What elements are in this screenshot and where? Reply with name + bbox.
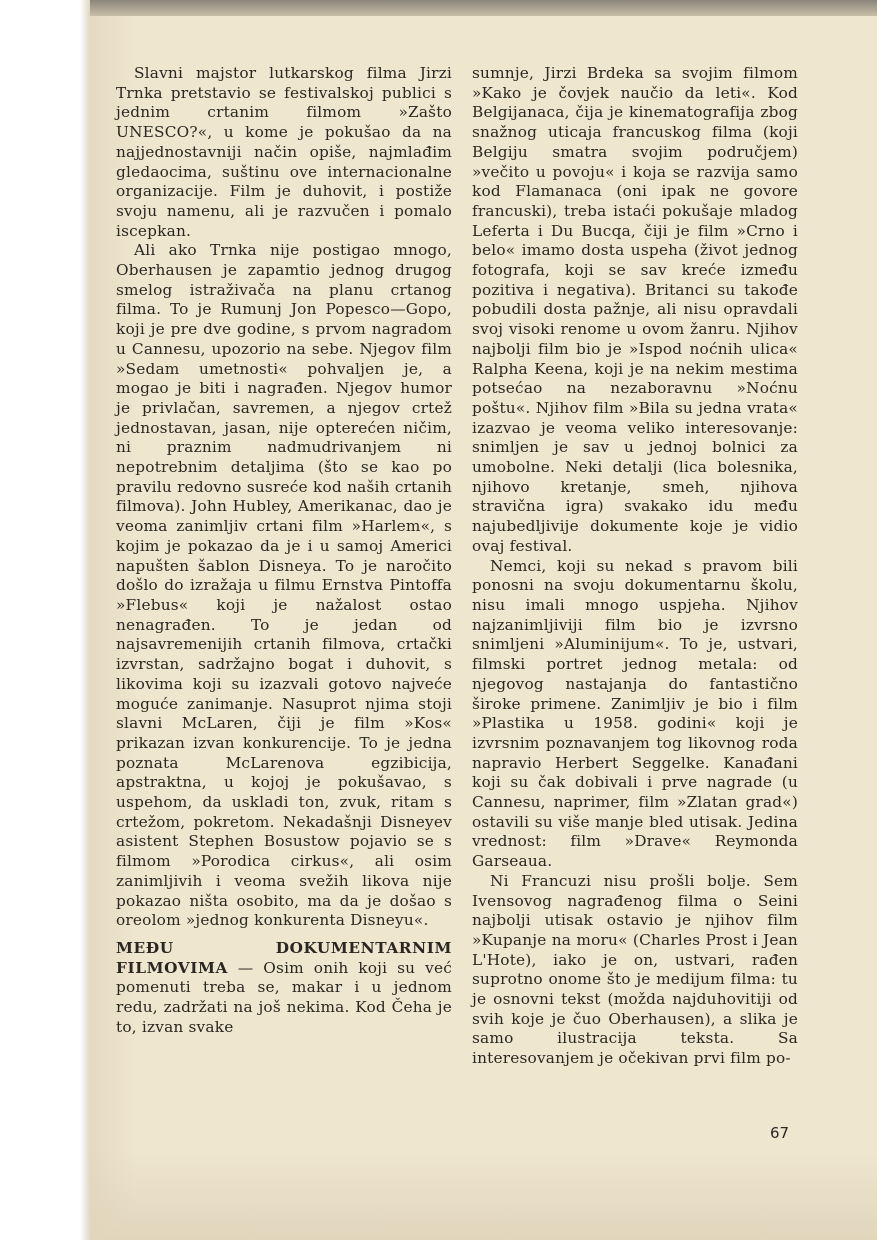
left-paragraph-2: Ali ako Trnka nije postigao mnogo, Oberhausen je zapamtio jednog drugog smelog istraživača na planu crtanog filma. To je Rumunj Jon Popesco—Gopo, koji je pre dve godine, s prvom nagradom u Cannesu, upozorio na sebe. Njegov film »Sedam umetnosti« pohvaljen je, a mogao je biti i nagrađen. Njegov humor je privlačan, savremen, a njegov crtež jednostavan, jasan, nije opterećen ničim, ni praznim nadmudrivanjem ni nepotrebnim detaljima (što se kao po pravilu redovno susreće kod naših crtanih filmova). John Hubley, Amerikanac, dao je veoma zanimljiv crtani film »Harlem«, s kojim je pokazao da je i u samoj Americi napušten šablon Disneya. To je naročito došlo do izražaja u filmu Ernstva Pintoffa »Flebus« koji je nažalost ostao nenagrađen. To je jedan od najsavremenijih crtanih filmova, crtački izvrstan, sadržajno bogat i duhovit, s likovima koji su izazvali gotovo najveće moguće zanimanje. Nasuprot njima stoji slavni McLaren, čiji je film »Kos« prikazan izvan konkurencije. To je jedna poznata McLarenova egzibicija, apstraktna, u kojoj je pokušavao, s uspehom, da uskladi ton, zvuk, ritam s crtežom, pokretom. Nekadašnji Disneyev asistent Stephen Bosustow pojavio se s filmom »Porodica cirkus«, ali osim zanimljivih i veoma svežih likova nije pokazao ništa osobito, ma da je došao s oreolom »jednog konkurenta Disneyu«. bbox=[116, 241, 452, 930]
page-number: 67 bbox=[770, 1124, 790, 1142]
right-paragraph-2: Nemci, koji su nekad s pravom bili ponosni na svoju dokumentarnu školu, nisu imali mnogo uspjeha. Njihov najzanimljiviji film bio je izvrsno snimljeni »Aluminijum«. To je, ustvari, filmski portret jednog metala: od njegovog nastajanja do fantastično široke primene. Zanimljiv je bio i film »Plastika u 1958. godini« koji je izvrsnim poznavanjem tog likovnog roda napravio Herbert Seggelke. Kanađani koji su čak dobivali i prve nagrade (u Cannesu, naprimer, film »Zlatan grad«) ostavili su više manje bled utisak. Jedina vrednost: film »Drave« Reymonda Garseaua. bbox=[472, 556, 798, 871]
right-paragraph-1: sumnje, Jirzi Brdeka sa svojim filmom »Kako je čovjek naučio da leti«. Kod Belgijanaca, čija je kinematografija zbog snažnog uticaja francuskog filma (koji Belgiju smatra svojim područjem) »večito u povoju« i koja se razvija samo kod Flamanaca (oni ipak ne govore francuski), treba istaći pokušaje mladog Leferta i Du Bucqa, čiji je film »Crno i belo« imamo dosta uspeha (život jednog fotografa, koji se sav kreće između pozitiva i negativa). Britanci su takođe pobudili dosta pažnje, ali nisu opravdali svoj visoki renome u ovom žanru. Njihov najbolji film bio je »Ispod noćnih ulica« Ralpha Keena, koji je na nekim mestima potsećao na nezaboravnu »Noćnu poštu«. Njihov film »Bila su jedna vrata« izazvao je veoma veliko interesovanje: snimljen je sav u jednoj bolnici za umobolne. Neki detalji (lica bolesnika, njihovo kretanje, smeh, njihova stravična igra) svakako idu među najubedljivije dokumente koje je vidio ovaj festival. bbox=[472, 64, 798, 555]
left-paragraph-3 bbox=[116, 939, 452, 1038]
left-paragraph-3-text: — Osim onih koji su već pomenuti treba se, makar i u jednom redu, zadržati na još nekima. Kod Čeha je to, izvan svake bbox=[116, 958, 452, 1036]
page-bottom-edge bbox=[90, 1150, 877, 1240]
left-text-column bbox=[116, 64, 452, 1037]
section-heading: MEĐU DOKUMENTARNIM FILMOVIMA bbox=[116, 938, 452, 977]
right-paragraph-3: Ni Francuzi nisu prošli bolje. Sem Ivensovog nagrađenog filma o Seini najbolji utisak ostavio je njihov film »Kupanje na moru« (Charles Prost i Jean L'Hote), iako je on, ustvari, rađen suprotno onome što je medijum filma: tu je osnovni tekst (možda najduhovitiji od svih koje je čuo Oberhausen), a slika je samo ilustracija teksta. Sa interesovanjem je očekivan prvi film po- bbox=[472, 871, 798, 1068]
right-text-column bbox=[472, 64, 798, 1069]
page-top-edge bbox=[90, 0, 877, 16]
left-paragraph-1: Slavni majstor lutkarskog filma Jirzi Trnka pretstavio se festivalskoj publici s jednim crtanim filmom »Zašto UNESCO?«, u kome je pokušao da na najjednostavniji način opiše, najmlađim gledaocima, suštinu ove internacionalne organizacije. Film je duhovit, i postiže svoju namenu, ali je razvučen i pomalo iscepkan. bbox=[116, 64, 452, 240]
